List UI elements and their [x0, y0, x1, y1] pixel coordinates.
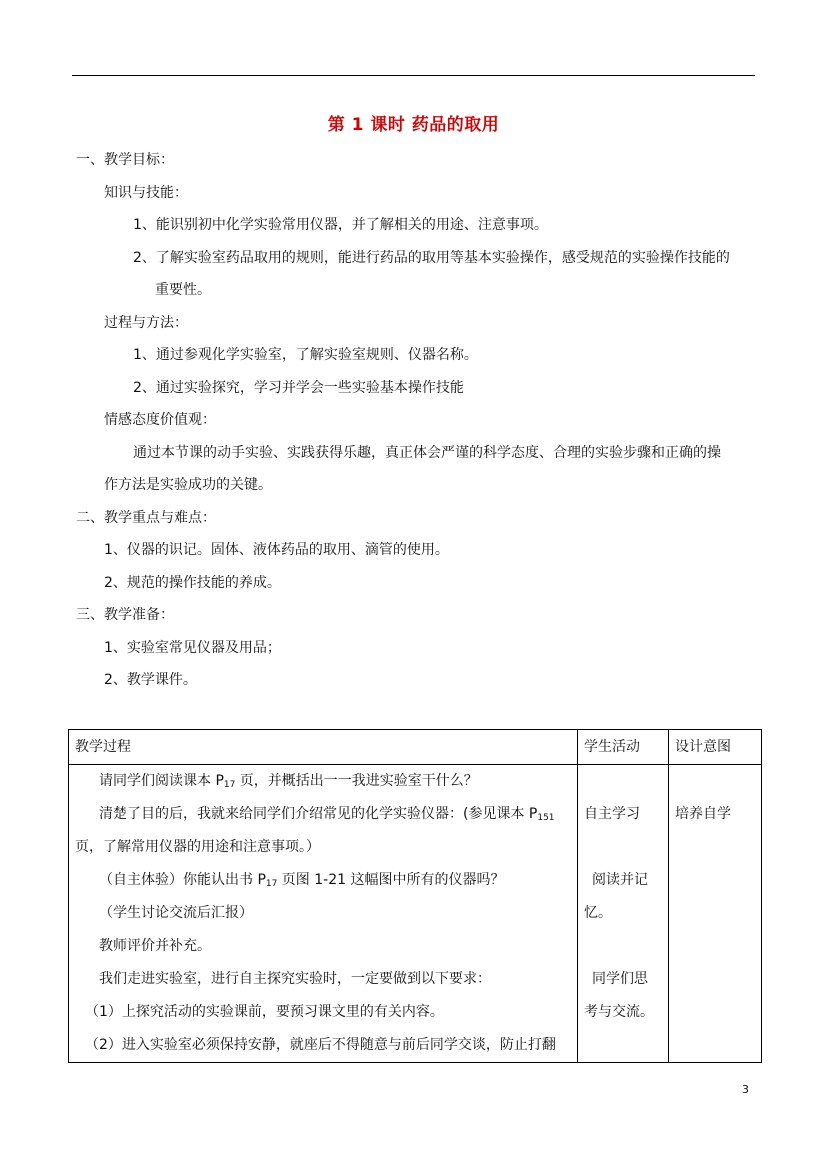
process-paragraph: （2）进入实验室必须保持安静，就座后不得随意与前后同学交谈，防止打翻	[85, 1037, 556, 1053]
section-heading-key-points: 二、教学重点与难点：	[76, 510, 216, 526]
subheading-attitude: 情感态度价值观：	[104, 412, 216, 428]
process-paragraph: 请同学们阅读课本 $P_{17}$ 页，并概括出一一我进实验室干什么？	[99, 773, 478, 790]
table-row	[69, 765, 762, 1063]
objective-item: 2、了解实验室药品取用的规则，能进行药品的取用等基本实验操作，感受规范的实验操作技能的	[133, 250, 730, 266]
process-paragraph: 我们走进实验室，进行自主探究实验时，一定要做到以下要求：	[99, 971, 491, 987]
objective-item: 1、能识别初中化学实验常用仪器，并了解相关的用途、注意事项。	[133, 217, 548, 233]
preparation-item: 2、教学课件。	[104, 672, 197, 688]
intent-cell	[669, 765, 762, 1063]
objective-item: 1、通过参观化学实验室，了解实验室规则、仪器名称。	[133, 347, 478, 363]
objective-paragraph-continued: 作方法是实验成功的关键。	[104, 477, 272, 493]
activity-text: 自主学习	[584, 806, 640, 822]
process-paragraph: 清楚了目的后，我就来给同学们介绍常见的化学实验仪器：(参见课本 $P_{151}$	[99, 806, 555, 823]
objective-item-continued: 重要性。	[155, 282, 211, 298]
activity-text: 阅读并记	[592, 872, 648, 888]
objective-item: 2、通过实验探究，学习并学会一些实验基本操作技能	[133, 380, 464, 396]
header-rule	[72, 75, 755, 76]
process-cell	[69, 765, 578, 1063]
header-cell-intent: 设计意图	[669, 730, 762, 765]
header-cell-process: 教学过程	[69, 730, 578, 765]
section-heading-objectives: 一、教学目标：	[76, 152, 174, 168]
preparation-item: 1、实验室常见仪器及用品；	[104, 640, 281, 656]
lesson-title: 第 1 课时 药品的取用	[327, 115, 500, 135]
table-header-row	[69, 730, 762, 765]
activity-text: 忆。	[584, 905, 612, 921]
subheading-knowledge: 知识与技能：	[104, 185, 188, 201]
process-paragraph: 教师评价并补充。	[99, 938, 211, 954]
intent-text: 培养自学	[675, 806, 731, 822]
activity-cell	[578, 765, 669, 1063]
process-paragraph: （学生讨论交流后汇报）	[99, 905, 253, 921]
section-heading-preparation: 三、教学准备：	[76, 607, 174, 623]
header-cell-activity: 学生活动	[578, 730, 669, 765]
process-paragraph: （1）上探究活动的实验课前，要预习课文里的有关内容。	[85, 1004, 444, 1020]
key-point-item: 1、仪器的识记。固体、液体药品的取用、滴管的使用。	[104, 542, 449, 558]
page-number: 3	[742, 1083, 749, 1096]
process-paragraph: （自主体验）你能认出书 $P_{17}$ 页图 1-21 这幅图中所有的仪器吗？	[99, 872, 505, 889]
process-paragraph: 页，了解常用仪器的用途和注意事项。）	[75, 839, 320, 855]
activity-text: 同学们思	[592, 971, 648, 987]
key-point-item: 2、规范的操作技能的养成。	[104, 575, 281, 591]
objective-paragraph: 通过本节课的动手实验、实践获得乐趣，真正体会严谨的科学态度、合理的实验步骤和正确的操	[133, 445, 721, 461]
subheading-process-method: 过程与方法：	[104, 315, 188, 331]
teaching-process-table	[68, 729, 762, 1063]
activity-text: 考与交流。	[584, 1004, 654, 1020]
